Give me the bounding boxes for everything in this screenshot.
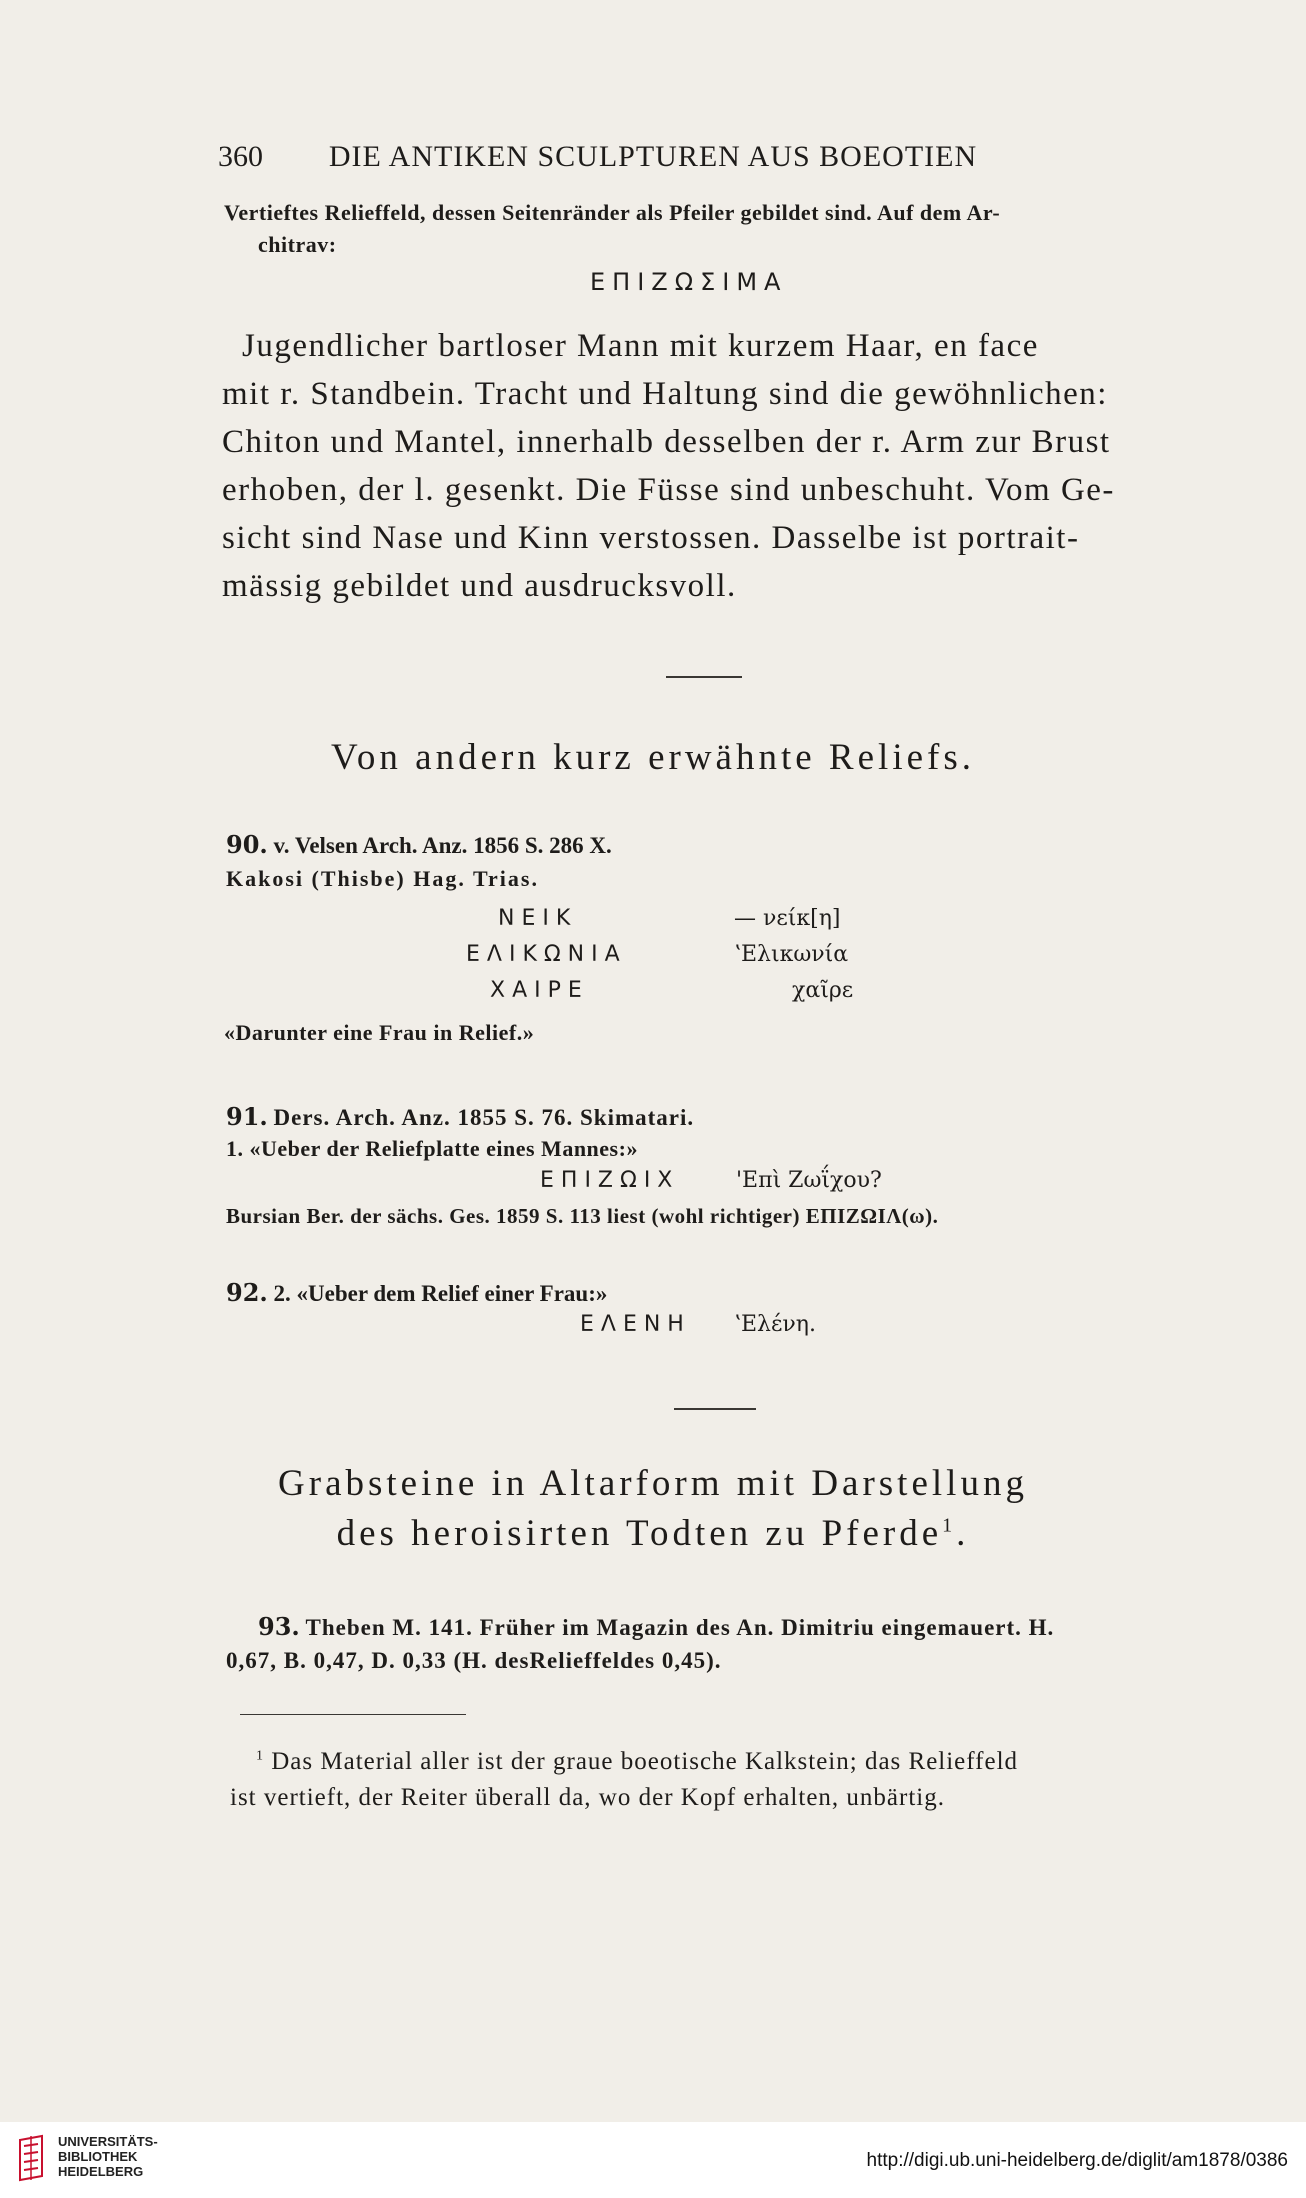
entry-91-inscription-caps: ΕΠΙΖΩΙΧ <box>540 1168 680 1193</box>
section-divider <box>674 1408 756 1410</box>
entry-number: 90. <box>226 830 268 859</box>
description-line-4: erhoben, der l. gesenkt. Die Füsse sind unbeschuht. Vom Ge- <box>222 472 1115 508</box>
entry-93-line-2: 0,67, B. 0,47, D. 0,33 (H. desRelieffeldes 0,45). <box>226 1648 722 1673</box>
entry-92-inscription-caps: ΕΛΕΝΗ <box>580 1312 691 1337</box>
description-line-1: Jugendlicher bartloser Mann mit kurzem Haar, en face <box>242 328 1039 364</box>
entry-number: 93. <box>258 1612 300 1641</box>
footnote-line-1 <box>256 1748 1018 1776</box>
description-line-6: mässig gebildet und ausdrucksvoll. <box>222 568 737 604</box>
entry-92-caption: 2. «Ueber dem Relief einer Frau:» <box>273 1281 608 1306</box>
entry-91-inscription-transcription: 'Επὶ Ζωΐχου? <box>736 1168 882 1193</box>
entry-90-inscription-caps-3: ΧΑΙΡΕ <box>490 978 589 1003</box>
library-name-line: UNIVERSITÄTS- <box>58 2134 158 2149</box>
entry-91-line-2: 1. «Ueber der Reliefplatte eines Mannes:» <box>226 1136 638 1161</box>
entry-90-inscription-caps-2: ΕΛΙΚΩΝΙΑ <box>466 942 627 967</box>
entry-91-line-1 <box>226 1102 694 1131</box>
footnote-rule <box>240 1714 466 1715</box>
description-line-3: Chiton und Mantel, innerhalb desselben der r. Arm zur Brust <box>222 424 1111 460</box>
footnote-reference[interactable]: 1 <box>942 1514 957 1537</box>
entry-90-inscription-transcription-3: χαῖρε <box>792 978 854 1003</box>
heading-text: des heroisirten Todten zu Pferde <box>336 1513 943 1554</box>
footnote-line-2: ist vertieft, der Reiter überall da, wo der Kopf erhalten, unbärtig. <box>230 1784 945 1811</box>
library-name <box>58 2134 158 2179</box>
library-name-line: BIBLIOTHEK <box>58 2149 138 2164</box>
entry-91-line-3: Bursian Ber. der sächs. Ges. 1859 S. 113 liest (wohl richtiger) ΕΠΙΖΩΙΛ(ω). <box>226 1204 939 1228</box>
entry-number: 92. <box>226 1278 268 1307</box>
inscription-epizosima: ΕΠΙΖΩΣΙΜΑ <box>590 268 788 296</box>
entry-90-note: «Darunter eine Frau in Relief.» <box>224 1020 535 1045</box>
intro-line-2: chitrav: <box>258 232 337 257</box>
description-line-2: mit r. Standbein. Tracht und Haltung sind die gewöhnlichen: <box>222 376 1108 412</box>
footnote-mark: 1 <box>256 1748 264 1764</box>
entry-90-inscription-transcription-1: — νείκ[η] <box>734 906 841 931</box>
heading-period: . <box>956 1513 970 1554</box>
library-name-line: HEIDELBERG <box>58 2164 144 2179</box>
entry-90-line-2: Kakosi (Thisbe) Hag. Trias. <box>226 866 539 891</box>
section-heading-grabsteine-2 <box>0 1512 1306 1555</box>
entry-92-inscription-transcription: ʽΕλένη. <box>734 1312 816 1337</box>
library-logo-icon <box>14 2132 48 2184</box>
entry-93-line-1 <box>258 1612 1054 1641</box>
section-divider <box>666 676 742 678</box>
source-url-link[interactable]: http://digi.ub.uni-heidelberg.de/diglit/am1878/0386 <box>866 2150 1288 2171</box>
entry-number: 91. <box>226 1102 268 1131</box>
intro-line-1: Vertieftes Relieffeld, dessen Seitenränder als Pfeiler gebildet sind. Auf dem Ar- <box>224 200 1001 225</box>
description-line-5: sicht sind Nase und Kinn verstossen. Dasselbe ist portrait- <box>222 520 1080 556</box>
running-title: DIE ANTIKEN SCULPTUREN AUS BOEOTIEN <box>328 140 978 173</box>
entry-90-inscription-caps-1: ΝΕΙΚ <box>498 906 578 931</box>
entry-90-line-1 <box>226 830 612 859</box>
entry-91-citation: Ders. Arch. Anz. 1855 S. 76. Skimatari. <box>273 1105 695 1130</box>
entry-90-inscription-transcription-2: ʽΕλικωνία <box>734 942 849 967</box>
section-heading-reliefs: Von andern kurz erwähnte Reliefs. <box>330 737 975 778</box>
entry-92-line-1 <box>226 1278 607 1307</box>
section-heading-grabsteine-1: Grabsteine in Altarform mit Darstellung <box>278 1463 1028 1504</box>
footnote-text-1: Das Material aller ist der graue boeotische Kalkstein; das Relieffeld <box>271 1748 1019 1775</box>
page-number: 360 <box>218 140 263 173</box>
entry-93-description: Theben M. 141. Früher im Magazin des An. Dimitriu eingemauert. H. <box>305 1615 1055 1640</box>
entry-90-citation: v. Velsen Arch. Anz. 1856 S. 286 X. <box>273 833 612 858</box>
